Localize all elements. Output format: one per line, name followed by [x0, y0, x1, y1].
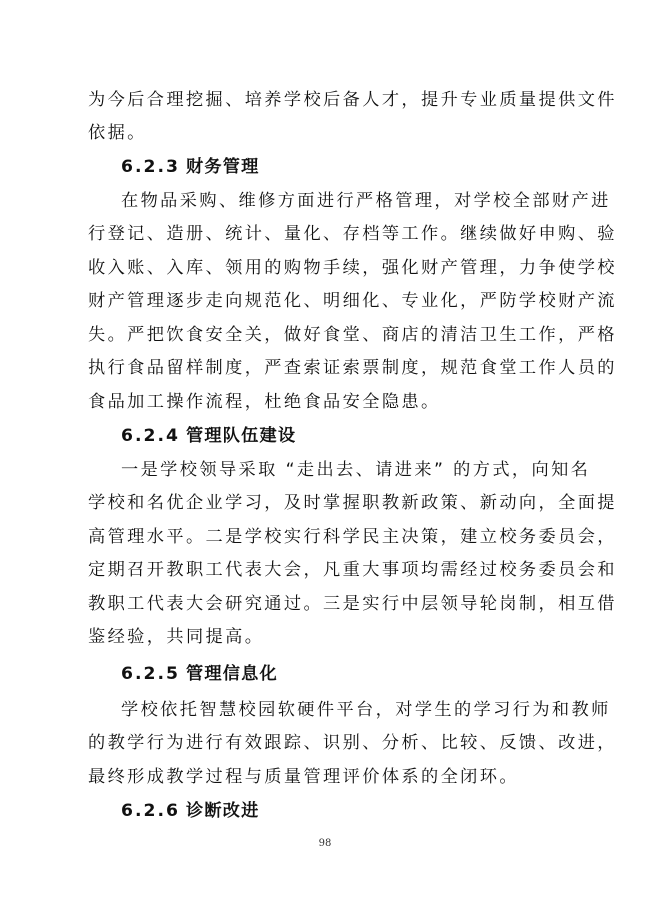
section-number: 6.2.5 [121, 664, 180, 684]
paragraph-line: 依据。 [88, 123, 147, 143]
section-title: 管理队伍建设 [185, 426, 297, 446]
paragraph-line: 教职工代表大会研究通过。三是实行中层领导轮岗制，相互借 [88, 594, 617, 614]
paragraph-line: 为今后合理挖掘、培养学校后备人才，提升专业质量提供文件 [88, 90, 617, 110]
section-heading-finance [121, 155, 260, 179]
paragraph-line: 学校依托智慧校园软硬件平台，对学生的学习行为和教师 [121, 700, 611, 720]
paragraph-line: 学校和名优企业学习，及时掌握职教新政策、新动向，全面提 [88, 493, 617, 513]
section-number: 6.2.3 [121, 157, 180, 177]
section-title: 诊断改进 [185, 801, 260, 821]
page-number: 98 [318, 838, 332, 849]
section-number: 6.2.6 [121, 801, 180, 821]
section-heading-management-team [121, 424, 296, 448]
section-number: 6.2.4 [121, 426, 180, 446]
section-heading-informatization [121, 662, 278, 686]
paragraph-line: 一是学校领导采取 “走出去、请进来” 的方式，向知名 [121, 460, 591, 480]
paragraph-line: 收入账、入库、领用的购物手续，强化财产管理，力争使学校 [88, 258, 617, 278]
paragraph-line: 执行食品留样制度，严查索证索票制度，规范食堂工作人员的 [88, 358, 617, 378]
section-heading-diagnosis [121, 799, 260, 823]
paragraph-line: 在物品采购、维修方面进行严格管理，对学校全部财产进 [121, 191, 611, 211]
paragraph-line: 行登记、造册、统计、量化、存档等工作。继续做好申购、验 [88, 224, 617, 244]
section-title: 财务管理 [185, 157, 260, 177]
paragraph-line: 失。严把饮食安全关，做好食堂、商店的清洁卫生工作，严格 [88, 325, 617, 345]
paragraph-line: 食品加工操作流程，杜绝食品安全隐患。 [88, 392, 441, 412]
paragraph-line: 鉴经验，共同提高。 [88, 627, 265, 647]
paragraph-line: 财产管理逐步走向规范化、明细化、专业化，严防学校财产流 [88, 291, 617, 311]
paragraph-line: 最终形成教学过程与质量管理评价体系的全闭环。 [88, 767, 519, 787]
section-title: 管理信息化 [185, 664, 278, 684]
paragraph-line: 高管理水平。二是学校实行科学民主决策，建立校务委员会， [88, 527, 617, 547]
paragraph-line: 的教学行为进行有效跟踪、识别、分析、比较、反馈、改进， [88, 733, 617, 753]
paragraph-line: 定期召开教职工代表大会，凡重大事项均需经过校务委员会和 [88, 560, 617, 580]
